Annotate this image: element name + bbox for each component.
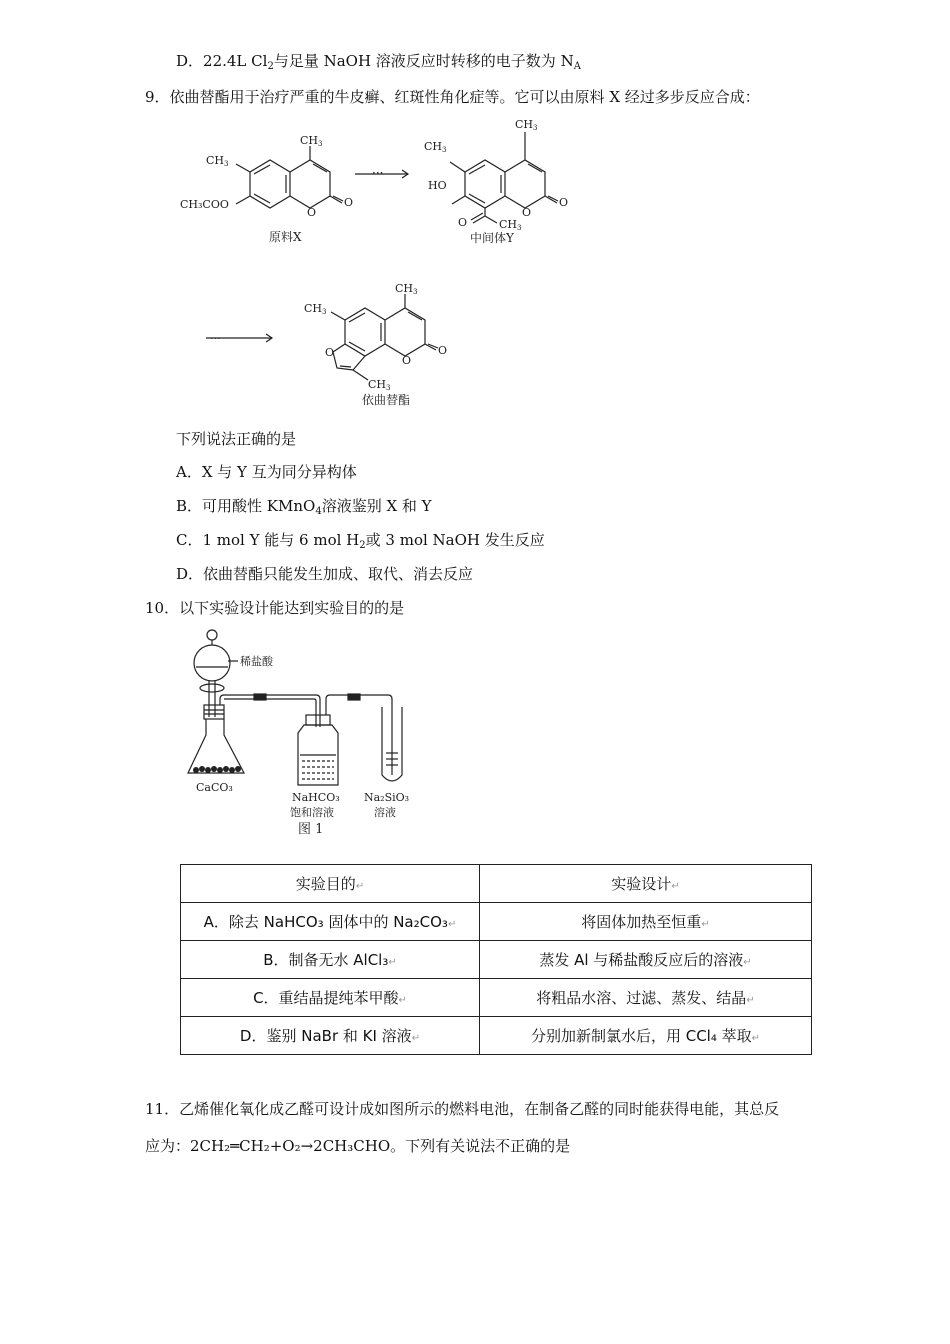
table-row: B．制备无水 AlCl₃↵ 蒸发 Al 与稀盐酸反应后的溶液↵ (181, 941, 812, 979)
svg-text:图 1: 图 1 (298, 822, 324, 837)
svg-text:中间体Y: 中间体Y (470, 231, 514, 245)
svg-text:稀盐酸: 稀盐酸 (240, 655, 273, 668)
svg-text:···: ··· (372, 166, 384, 180)
q9-stem: 9．依曲替酯用于治疗严重的牛皮癣、红斑性角化症等。它可以由原料 X 经过多步反应合成： (145, 88, 760, 106)
q10-stem: 10．以下实验设计能达到实验目的的是 (145, 599, 405, 617)
svg-text:饱和溶液: 饱和溶液 (290, 806, 334, 819)
svg-text:原料X: 原料X (269, 230, 302, 244)
svg-text:CH3: CH3 (424, 140, 447, 154)
q9-option-b: B．可用酸性 KMnO$_4$溶液鉴别 X 和 Y (176, 497, 432, 517)
svg-text:CH3: CH3 (300, 134, 323, 148)
svg-text:CH3: CH3 (368, 378, 391, 392)
table-header-aim: 实验目的↵ (181, 865, 480, 903)
q9-structures-row1 (170, 110, 600, 250)
conical-flask (188, 719, 244, 773)
x-benzene-ring (250, 160, 290, 208)
svg-text:O: O (325, 346, 335, 359)
svg-text:O: O (522, 206, 532, 219)
experiment-table (180, 864, 812, 1055)
svg-text:NaHCO₃: NaHCO₃ (292, 791, 340, 804)
table-row: A．除去 NaHCO₃ 固体中的 Na₂CO₃↵ 将固体加热至恒重↵ (181, 903, 812, 941)
svg-text:CH3: CH3 (395, 282, 418, 296)
svg-text:Na₂SiO₃: Na₂SiO₃ (364, 791, 410, 804)
q11-stem-line2: 应为：2CH₂═CH₂+O₂→2CH₃CHO。下列有关说法不正确的是 (145, 1137, 571, 1155)
funnel-bulb (194, 645, 230, 681)
q9-prompt: 下列说法正确的是 (176, 430, 297, 448)
table-header-design: 实验设计↵ (480, 865, 812, 903)
svg-text:CaCO₃: CaCO₃ (196, 781, 233, 794)
svg-text:O: O (307, 206, 317, 219)
svg-text:CH3: CH3 (304, 302, 327, 316)
svg-text:···: ··· (210, 332, 221, 345)
z-benzene-ring (345, 308, 385, 356)
svg-text:CH3: CH3 (499, 218, 522, 232)
table-row: C．重结晶提纯苯甲酸↵ 将粗品水溶、过滤、蒸发、结晶↵ (181, 979, 812, 1017)
svg-text:O: O (438, 344, 448, 357)
q9-option-a: A．X 与 Y 互为同分异构体 (176, 463, 357, 481)
svg-text:依曲替酯: 依曲替酯 (362, 393, 411, 407)
svg-text:CH3: CH3 (206, 154, 229, 168)
svg-text:O: O (344, 196, 354, 209)
svg-text:O: O (402, 354, 412, 367)
q9-structures-row2 (200, 280, 460, 410)
q10-apparatus-figure (180, 625, 440, 840)
svg-text:O: O (458, 216, 468, 229)
table-header-row (181, 865, 812, 903)
svg-text:HO: HO (428, 179, 447, 192)
y-benzene-ring (465, 160, 505, 208)
svg-text:O: O (559, 196, 569, 209)
table-row: D．鉴别 NaBr 和 KI 溶液↵ 分别加新制氯水后，用 CCl₄ 萃取↵ (181, 1017, 812, 1055)
svg-text:溶液: 溶液 (374, 806, 396, 819)
q11-stem-line1: 11．乙烯催化氧化成乙醛可设计成如图所示的燃料电池，在制备乙醛的同时能获得电能，其总反 (145, 1100, 780, 1118)
q9-option-d: D．依曲替酯只能发生加成、取代、消去反应 (176, 565, 474, 583)
svg-text:CH₃COO: CH₃COO (180, 198, 229, 211)
svg-text:CH3: CH3 (515, 118, 538, 132)
q8-option-d: D．22.4L $Cl_2$与足量 NaOH 溶液反应时转移的电子数为 $N_A$ (176, 52, 581, 72)
q9-option-c: C．1 mol Y 能与 6 mol $H_2$或 3 mol NaOH 发生反应 (176, 531, 545, 551)
